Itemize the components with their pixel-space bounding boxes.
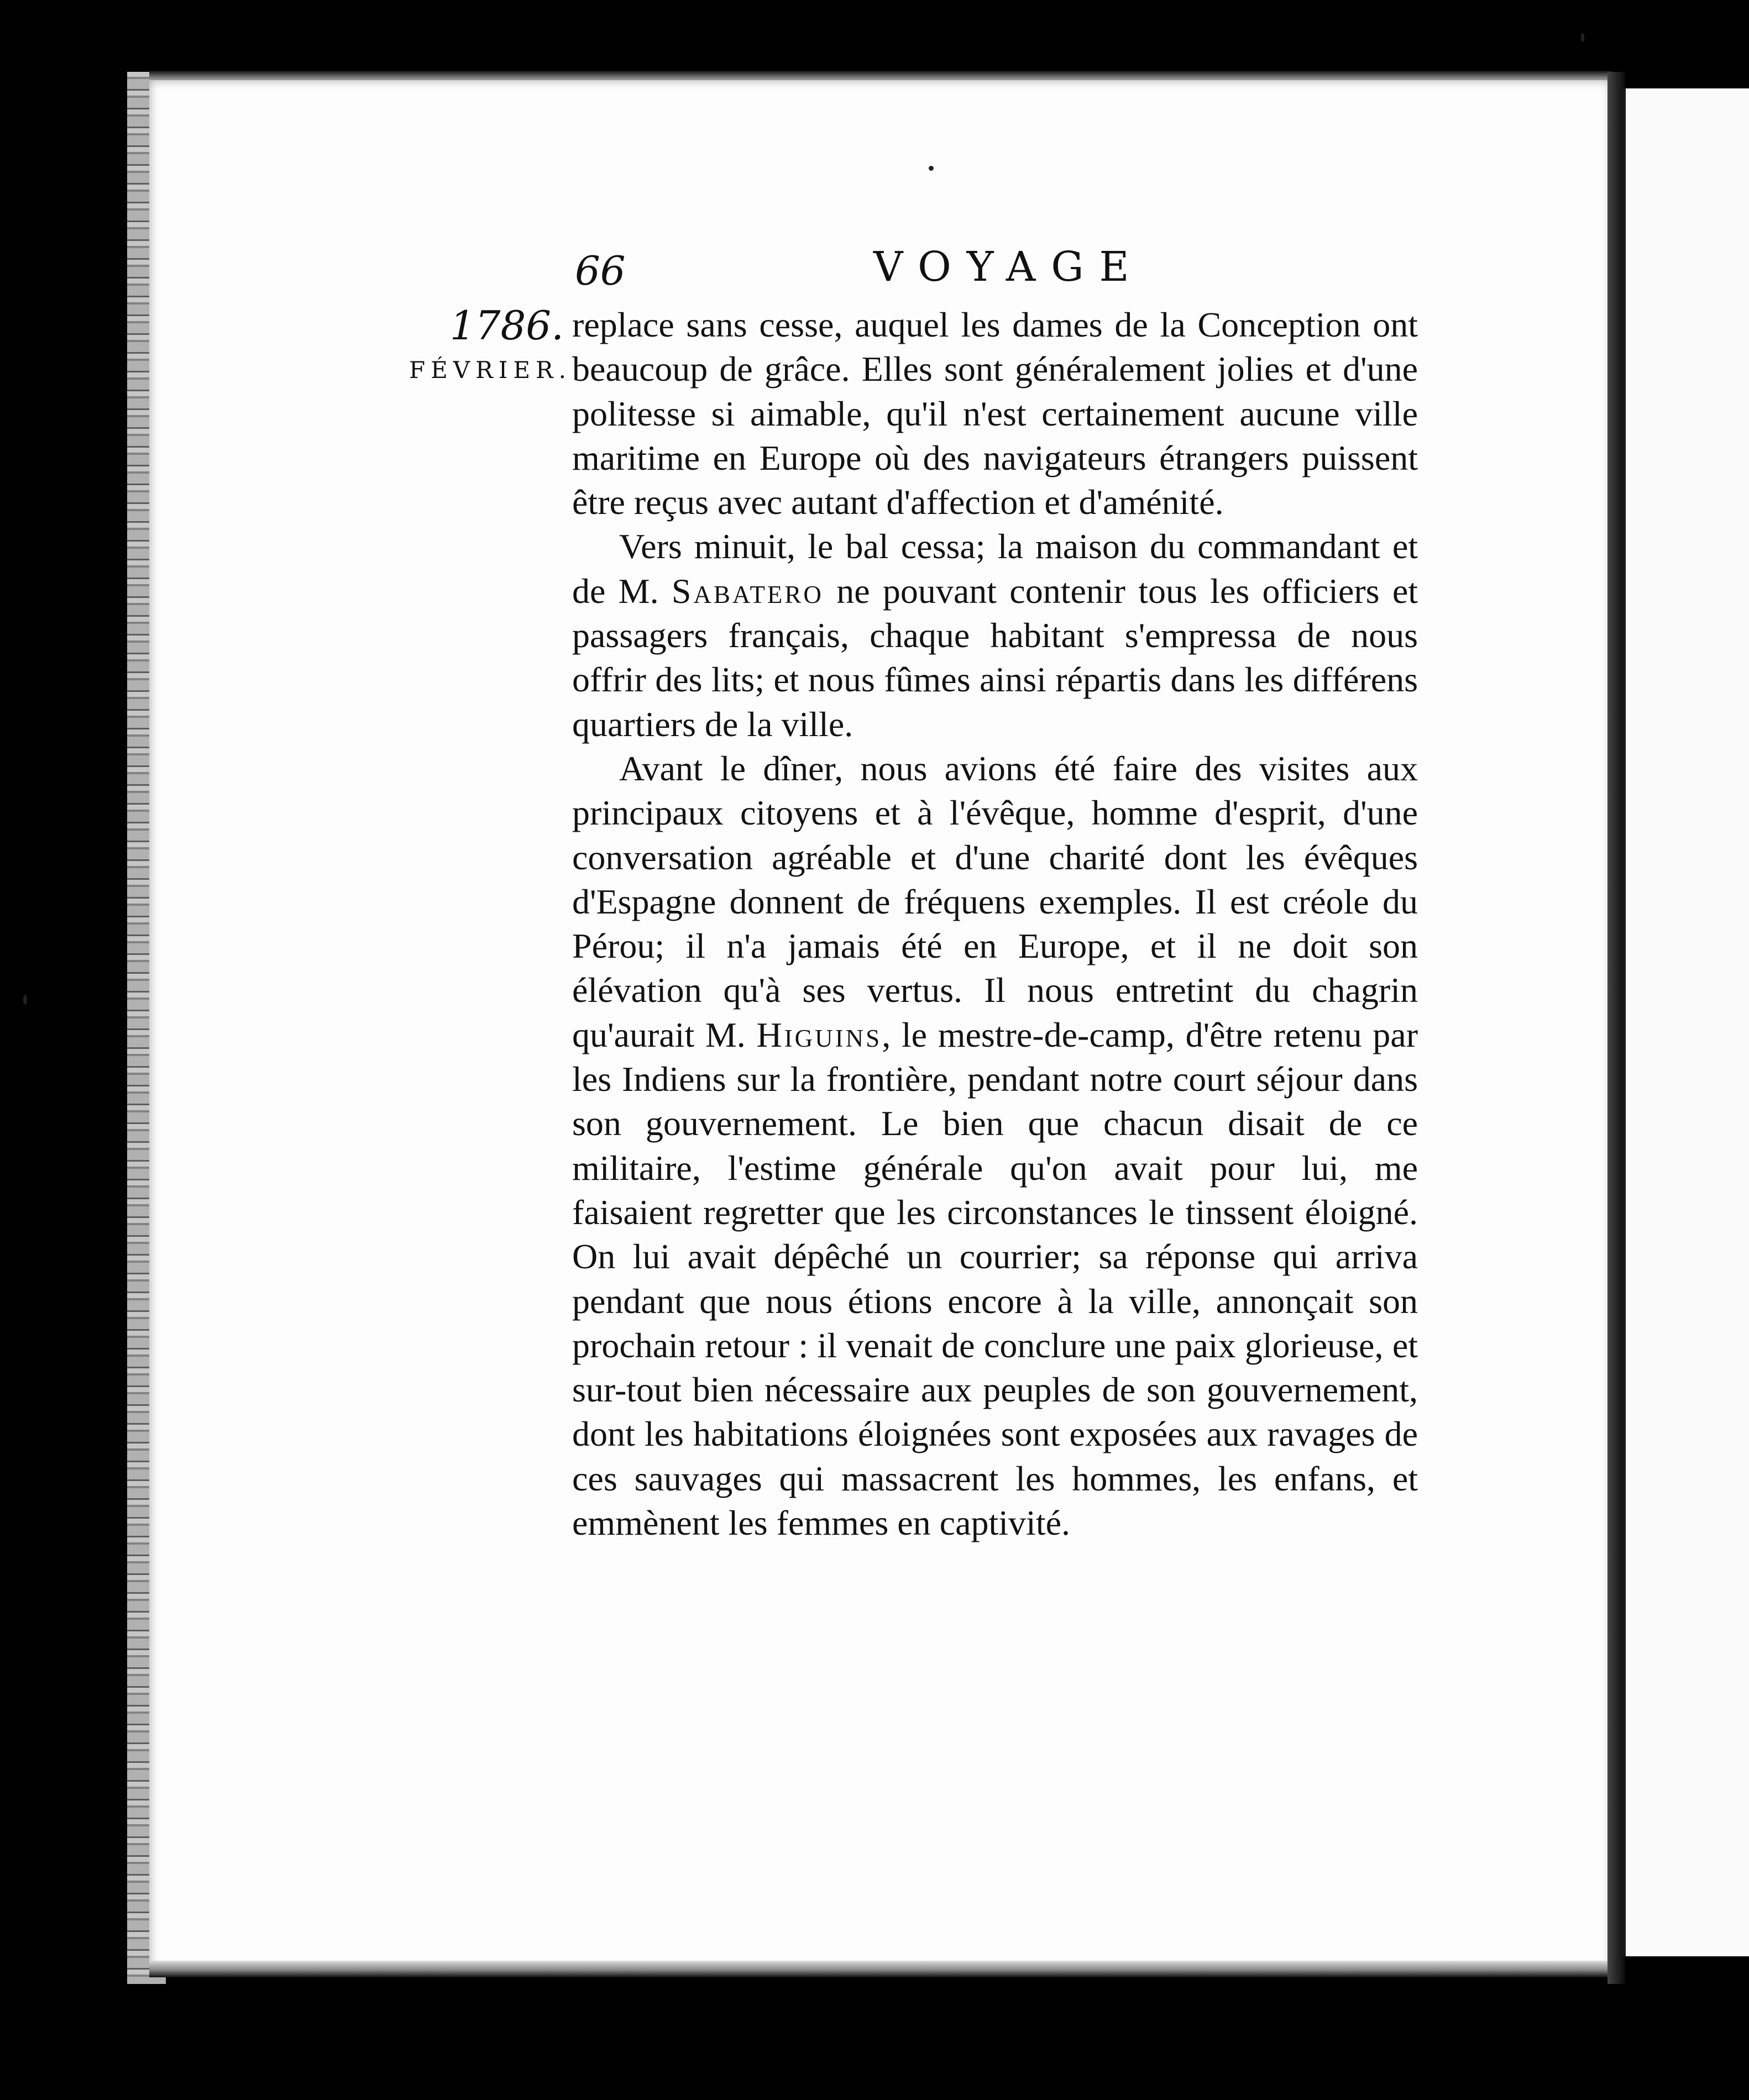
ink-speck xyxy=(929,166,934,171)
page-bottom-edge xyxy=(149,1961,1611,1977)
name-small-caps: Sabatero xyxy=(671,571,824,611)
ink-speck xyxy=(1581,33,1584,42)
ink-speck xyxy=(23,995,27,1005)
paragraph xyxy=(572,747,1418,1545)
facing-page xyxy=(1622,88,1749,1956)
text-run: Vers minuit, le bal cessa; la maison du commandant et de M. xyxy=(572,527,1418,611)
margin-note xyxy=(409,302,572,392)
paragraph xyxy=(572,303,1418,524)
running-head xyxy=(575,243,1421,304)
text-run: , le mestre-de-camp, d'être retenu par les Indiens sur la frontière, pendant notre court séjour dans son gouvernement. Le bien que chacun disait de ce militaire, l'estime générale qu'on avait pour lui, me faisaient regretter que les circonstances le tinssent éloigné. On lui avait dépêché un courrier; sa réponse qui arriva pendant que nous étions encore à la ville, annonçait son prochain retour : il venait de conclure une paix glorieuse, et sur-tout bien nécessaire aux peuples de son gouvernement, dont les habitations éloignées sont exposées aux ravages de ces sauvages qui massacrent les hommes, les enfans, et emmènent les femmes en captivité. xyxy=(572,1015,1418,1543)
page-number: 66 xyxy=(575,248,626,294)
text-run: Avant le dîner, nous avions été faire des visites aux principaux citoyens et à l'évêque, homme d'esprit, d'une conversation agréable et d'une charité dont les évêques d'Espagne donnent de fréquens exemples. Il est créole du Pérou; il n'a jamais été en Europe, et il ne doit son élévation qu'à ses vertus. Il nous entretint du chagrin qu'aurait M. xyxy=(572,748,1418,1054)
body-text xyxy=(572,303,1418,1545)
paragraph xyxy=(572,524,1418,746)
margin-month: FÉVRIER. xyxy=(409,356,572,384)
margin-year: 1786. xyxy=(449,302,564,349)
name-small-caps: Higuins xyxy=(756,1015,882,1054)
running-title: VOYAGE xyxy=(873,243,1145,291)
text-run: replace sans cesse, auquel les dames de la Conception ont beaucoup de grâce. Elles sont généralement jolies et d'une politesse si aimable, qu'il n'est certainement aucune ville maritime en Europe où des navigateurs étrangers puissent être reçus avec autant d'affection et d'aménité. xyxy=(572,305,1418,522)
text-run: ne pouvant contenir tous les officiers et passagers français, chaque habitant s'empressa de nous offrir des lits; et nous fûmes ainsi répartis dans les différens quartiers de la ville. xyxy=(572,571,1418,744)
